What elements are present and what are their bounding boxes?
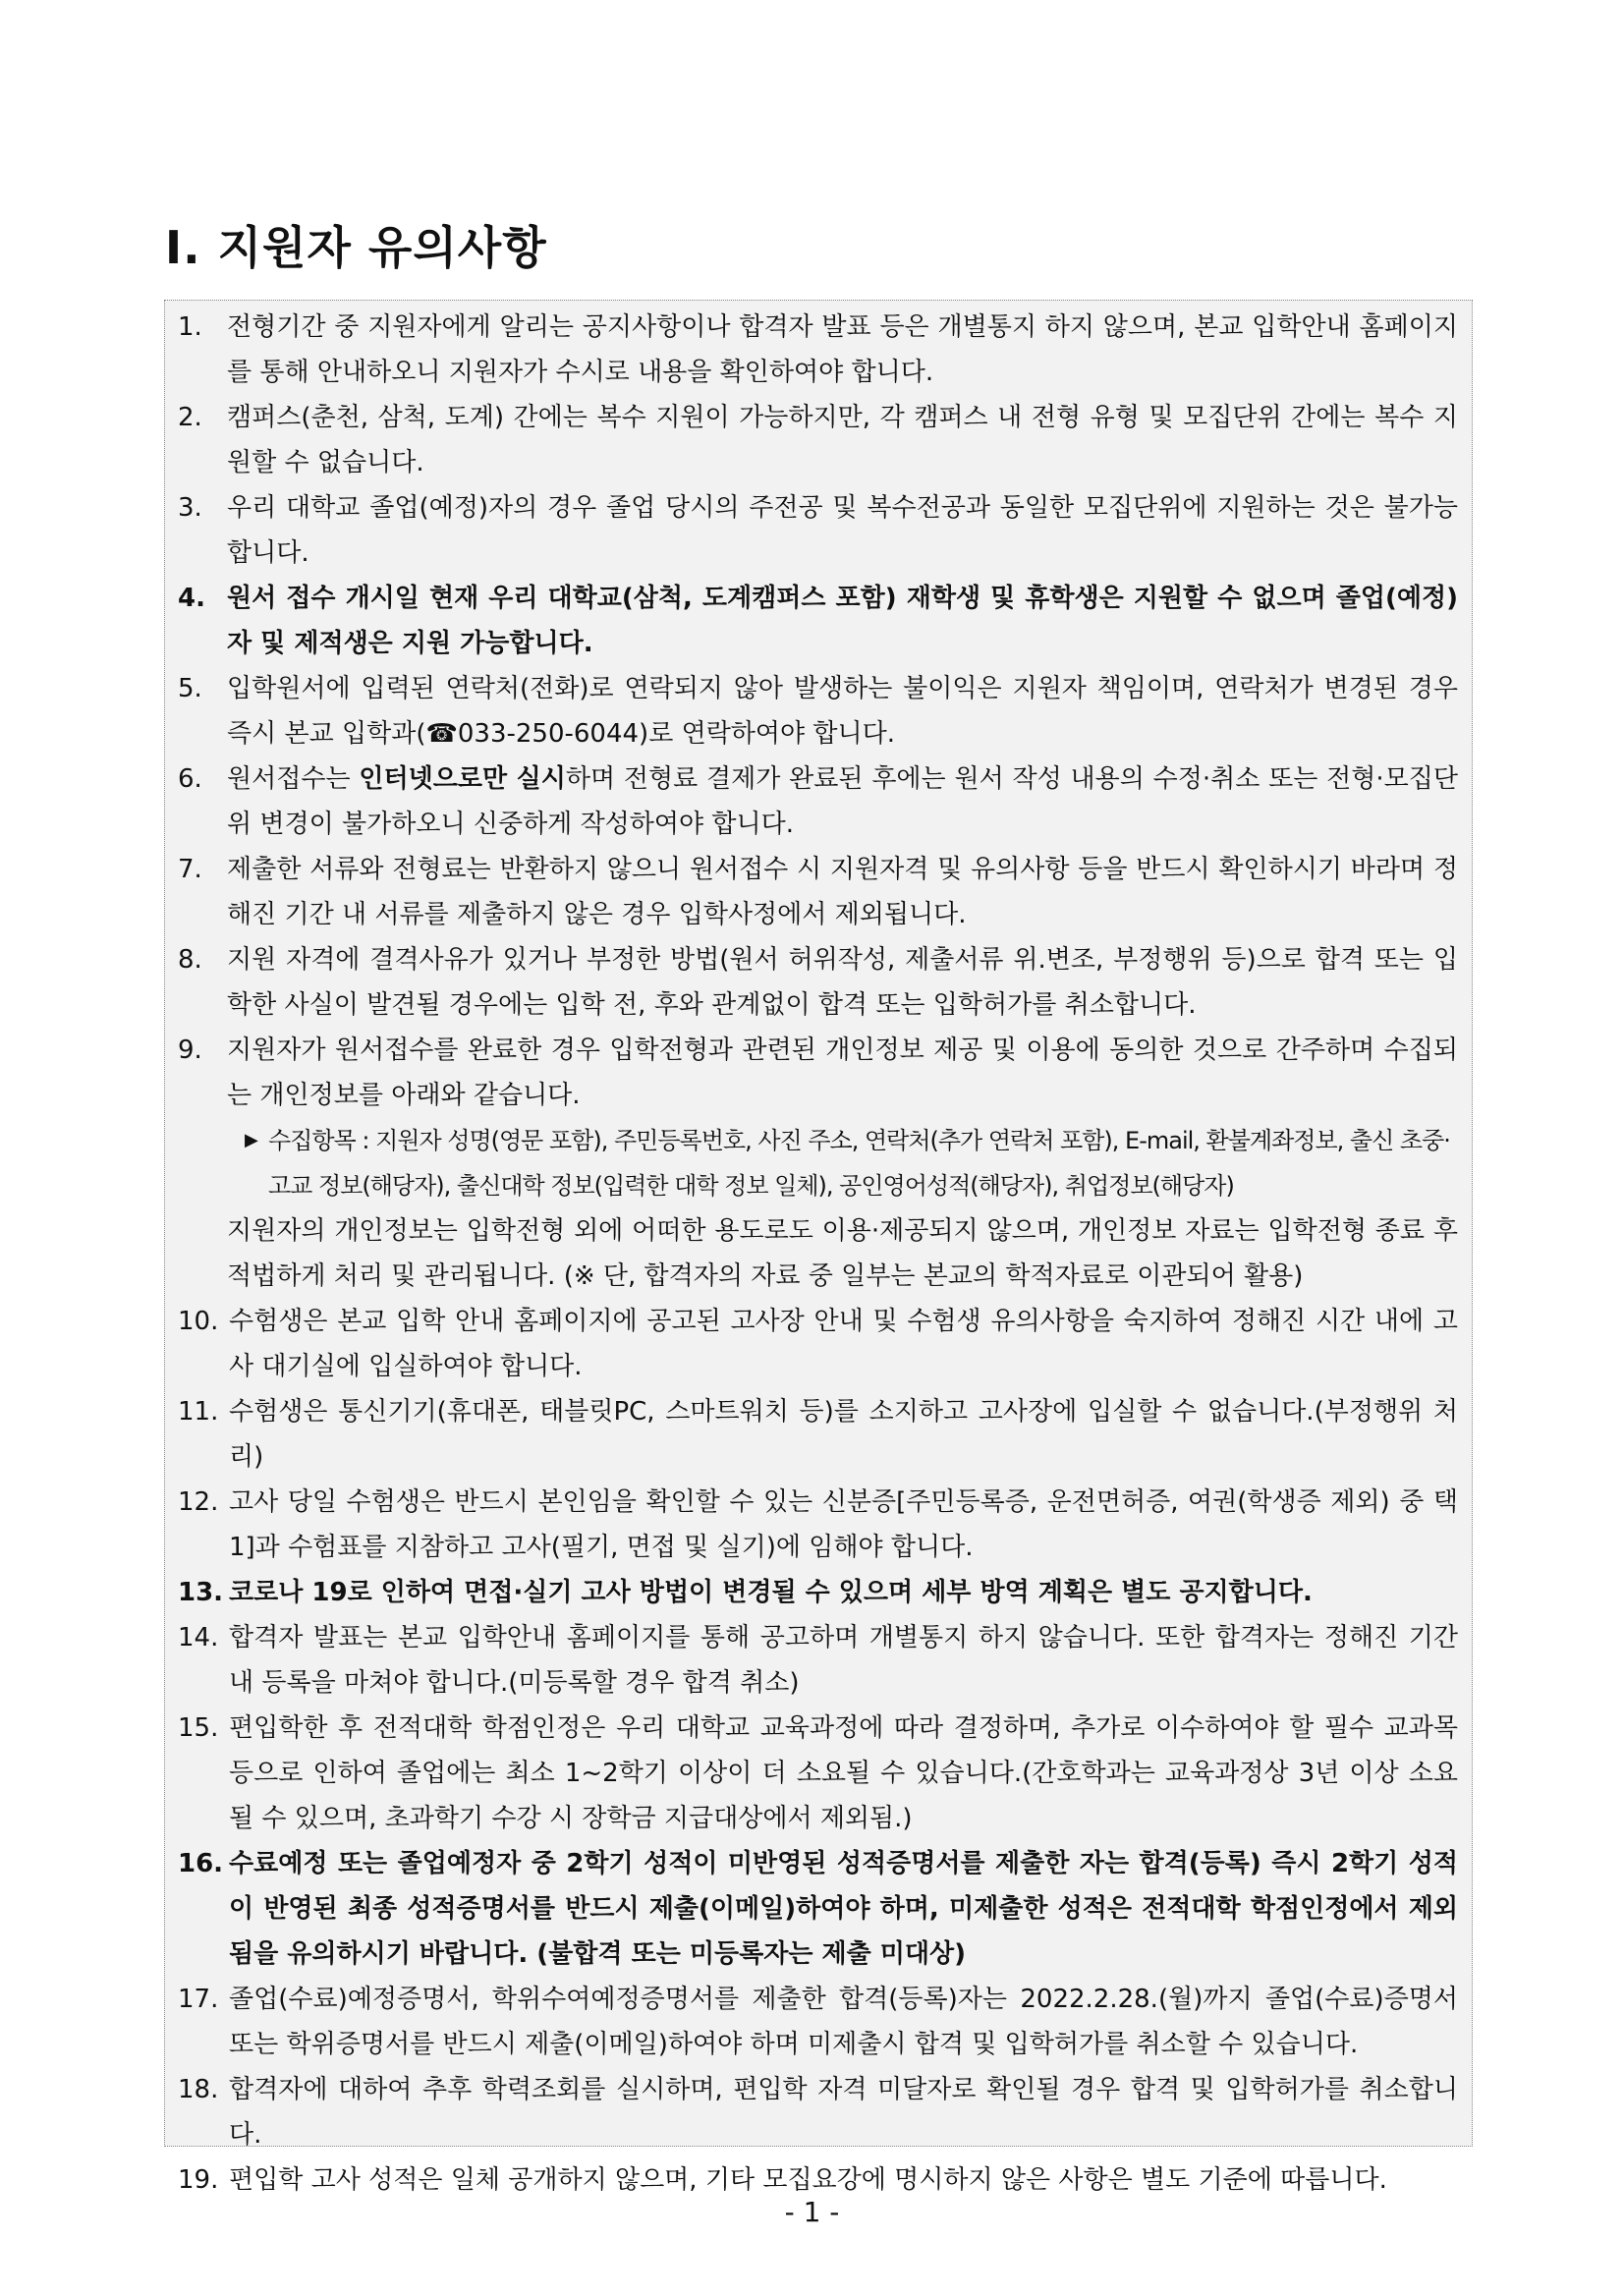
item-text: 지원 자격에 결격사유가 있거나 부정한 방법(원서 허위작성, 제출서류 위.변조, 부정행위 등)으로 합격 또는 입학한 사실이 발견될 경우에는 입학 전, 후와 관계없이 합격 또는 입학허가를 취소합니다. [227,945,1458,1020]
item-text-bold: 인터넷으로만 실시 [359,764,566,794]
item-number: 13. [178,1578,224,1607]
item-number: 10. [178,1307,219,1336]
item-text: 지원자가 원서접수를 완료한 경우 입학전형과 관련된 개인정보 제공 및 이용에 동의한 것으로 간주하며 수집되는 개인정보를 아래와 같습니다. [227,1036,1458,1110]
item-number: 2. [178,403,202,432]
item-text: 합격자에 대하여 추후 학력조회를 실시하며, 편입학 자격 미달자로 확인될 경우 합격 및 입학허가를 취소합니다. [229,2075,1458,2150]
item-number: 1. [178,312,202,342]
item-number: 19. [178,2165,219,2195]
notice-item-18 [178,2067,1458,2157]
item-text: 수료예정 또는 졸업예정자 중 2학기 성적이 미반영된 성적증명서를 제출한 자는 합격(등록) 즉시 2학기 성적이 반영된 최종 성적증명서를 반드시 제출(이메일)하여야 하며, 미제출한 성적은 전적대학 학점인정에서 제외됨을 유의하시기 바랍니다. (불합격 또는 미등록자는 제출 미대상) [229,1849,1458,1969]
item-text: 전형기간 중 지원자에게 알리는 공지사항이나 합격자 발표 등은 개별통지 하지 않으며, 본교 입학안내 홈페이지를 통해 안내하오니 지원자가 수시로 내용을 확인하여야 합니다. [227,312,1458,387]
notice-item-10 [178,1299,1458,1389]
notice-item-6 [178,756,1458,847]
item-text: 제출한 서류와 전형료는 반환하지 않으니 원서접수 시 지원자격 및 유의사항 등을 반드시 확인하시기 바라며 정해진 기간 내 서류를 제출하지 않은 경우 입학사정에서 제외됩니다. [227,855,1458,929]
notice-item-13 [178,1570,1458,1615]
item-text: 코로나 19로 인하여 면접·실기 고사 방법이 변경될 수 있으며 세부 방역 계획은 별도 공지합니다. [229,1578,1313,1607]
item-text: 원서 접수 개시일 현재 우리 대학교(삼척, 도계캠퍼스 포함) 재학생 및 휴학생은 지원할 수 없으며 졸업(예정)자 및 제적생은 지원 가능합니다. [227,584,1458,658]
item-number: 11. [178,1397,219,1427]
notice-item-5 [178,666,1458,756]
notice-item-12 [178,1480,1458,1570]
item-text-before: 원서접수는 [227,764,360,794]
notice-item-4 [178,576,1458,666]
item-number: 15. [178,1713,219,1743]
item-number: 17. [178,1985,219,2014]
privacy-note: 지원자의 개인정보는 입학전형 외에 어떠한 용도로도 이용·제공되지 않으며, 개인정보 자료는 입학전형 종료 후 적법하게 처리 및 관리됩니다. (※ 단, 합격자의 자료 중 일부는 본교의 학적자료로 이관되어 활용) [227,1216,1458,1291]
item-text: 수험생은 통신기기(휴대폰, 태블릿PC, 스마트워치 등)를 소지하고 고사장에 입실할 수 없습니다.(부정행위 처리) [229,1397,1458,1472]
page-title: Ⅰ. 지원자 유의사항 [165,221,547,274]
notice-item-7 [178,847,1458,937]
item-text: 고사 당일 수험생은 반드시 본인임을 확인할 수 있는 신분증[주민등록증, 운전면허증, 여권(학생증 제외) 중 택1]과 수험표를 지참하고 고사(필기, 면접 및 실기)에 임해야 합니다. [229,1487,1458,1562]
item-text: 졸업(수료)예정증명서, 학위수여예정증명서를 제출한 합격(등록)자는 2022.2.28.(월)까지 졸업(수료)증명서 또는 학위증명서를 반드시 제출(이메일)하여야 하며 미제출시 합격 및 입학허가를 취소할 수 있습니다. [229,1985,1458,2059]
item-number: 6. [178,764,202,794]
item-number: 7. [178,855,202,884]
item-text: 우리 대학교 졸업(예정)자의 경우 졸업 당시의 주전공 및 복수전공과 동일한 모집단위에 지원하는 것은 불가능합니다. [227,493,1458,568]
item-text: 수험생은 본교 입학 안내 홈페이지에 공고된 고사장 안내 및 수험생 유의사항을 숙지하여 정해진 시간 내에 고사 대기실에 입실하여야 합니다. [229,1307,1458,1381]
collection-items [178,1118,1458,1208]
item-text: 캠퍼스(춘천, 삼척, 도계) 간에는 복수 지원이 가능하지만, 각 캠퍼스 내 전형 유형 및 모집단위 간에는 복수 지원할 수 없습니다. [227,403,1458,477]
notice-item-17 [178,1977,1458,2067]
collection-items-text: 수집항목 : 지원자 성명(영문 포함), 주민등록번호, 사진 주소, 연락처(추가 연락처 포함), E-mail, 환불계좌정보, 출신 초중·고교 정보(해당자), 출신대학 정보(입력한 대학 정보 일체), 공인영어성적(해당자), 취업정보(해당자) [268,1127,1450,1200]
notice-box [164,300,1473,2195]
item-number: 3. [178,493,202,523]
item-number: 5. [178,674,202,703]
item-text: 합격자 발표는 본교 입학안내 홈페이지를 통해 공고하며 개별통지 하지 않습니다. 또한 합격자는 정해진 기간 내 등록을 마쳐야 합니다.(미등록할 경우 합격 취소) [229,1623,1458,1698]
notice-item-14 [178,1615,1458,1706]
item-number: 18. [178,2075,219,2104]
item-text: 편입학 고사 성적은 일체 공개하지 않으며, 기타 모집요강에 명시하지 않은 사항은 별도 기준에 따릅니다. [229,2165,1387,2195]
notice-item-8 [178,937,1458,1028]
notice-item-11 [178,1389,1458,1480]
notice-item-3 [178,485,1458,576]
item-number: 9. [178,1036,202,1065]
page-number: - 1 - [784,2196,840,2228]
item-number: 12. [178,1487,219,1517]
notice-item-15 [178,1706,1458,1841]
notice-item-9 [178,1028,1458,1118]
item-number: 16. [178,1849,224,1878]
notice-item-1 [178,305,1458,395]
item-text-after: 하며 전형료 결제가 완료된 후에는 원서 작성 내용의 수정·취소 또는 전형·모집단위 변경이 불가하오니 신중하게 작성하여야 합니다. [227,764,1459,839]
triangle-bullet-icon: ▶ [245,1130,257,1150]
item-number: 8. [178,945,202,975]
item-number: 14. [178,1623,219,1652]
item-number: 4. [178,584,205,613]
notice-item-2 [178,395,1458,485]
notice-item-16 [178,1841,1458,1977]
item-text: 편입학한 후 전적대학 학점인정은 우리 대학교 교육과정에 따라 결정하며, 추가로 이수하여야 할 필수 교과목 등으로 인하여 졸업에는 최소 1~2학기 이상이 더 소요될 수 있습니다.(간호학과는 교육과정상 3년 이상 소요될 수 있으며, 초과학기 수강 시 장학금 지급대상에서 제외됨.) [229,1713,1458,1833]
item-text: 입학원서에 입력된 연락처(전화)로 연락되지 않아 발생하는 불이익은 지원자 책임이며, 연락처가 변경된 경우 즉시 본교 입학과(☎033-250-6044)로 연락하여야 합니다. [227,674,1458,749]
